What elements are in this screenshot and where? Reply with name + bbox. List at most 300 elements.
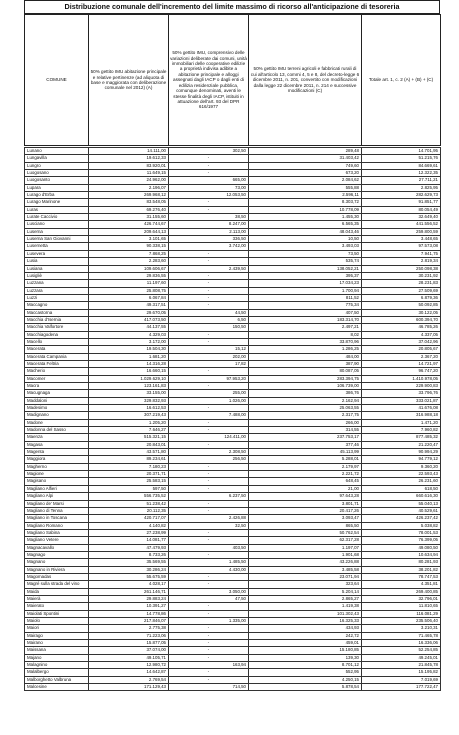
table-row [25,184,441,191]
cell-a: 24.962,00 [89,177,169,184]
cell-b: - [169,581,249,588]
cell-totale: 660.616,30 [362,493,441,500]
table-row [25,419,441,426]
cell-a: 217.846,07 [89,618,169,625]
cell-c: 459,01 [249,640,362,647]
cell-b: 6,50 [169,316,249,323]
cell-a: 171.129,43 [89,684,169,691]
cell-comune: Magenta [25,449,89,456]
cell-b: - [169,405,249,412]
cell-c: 434,93 [249,625,362,632]
cell-comune: Lupara [25,184,89,191]
cell-a: 19.612,33 [89,155,169,162]
cell-comune: Malcesine [25,684,89,691]
cell-b: 665,00 [169,177,249,184]
cell-a: 27.238,99 [89,529,169,536]
table-row [25,250,441,257]
cell-totale: 32.796,01 [362,595,441,602]
cell-b: - [169,610,249,617]
cell-b: 12.053,50 [169,192,249,199]
cell-comune: Macomer [25,375,89,382]
cell-totale: 441.556,52 [362,221,441,228]
cell-a: 25.583,15 [89,478,169,485]
cell-b: 3.050,00 [169,588,249,595]
cell-a: 123.161,83 [89,383,169,390]
cell-totale: 33.796,76 [362,390,441,397]
cell-comune: Mairago [25,632,89,639]
table-row [25,515,441,522]
table-row [25,603,441,610]
cell-a: 14.081,77 [89,537,169,544]
cell-comune: Madone [25,419,89,426]
cell-a: 49.317,51 [89,302,169,309]
cell-b: - [169,419,249,426]
table-row [25,236,441,243]
cell-b: - [169,632,249,639]
cell-b: - [169,669,249,676]
cell-a: 16.660,15 [89,368,169,375]
cell-totale: 80.281,93 [362,559,441,566]
cell-a: 31.155,60 [89,214,169,221]
cell-c: 749,60 [249,162,362,169]
cell-a: 51.238,42 [89,500,169,507]
table-row [25,478,441,485]
cell-c: 266,00 [249,419,362,426]
table-row [25,155,441,162]
table-row [25,272,441,279]
cell-c: 1.286,25 [249,346,362,353]
cell-a: 30.286,24 [89,566,169,573]
cell-totale: 1.471,20 [362,419,441,426]
table-row [25,485,441,492]
cell-b: 202,00 [169,353,249,360]
cell-comune: Mairano [25,640,89,647]
cell-b: 163,94 [169,662,249,669]
table-row [25,588,441,595]
cell-b: - [169,199,249,206]
cell-c: 2.084,62 [249,177,362,184]
cell-comune: Magherno [25,463,89,470]
table-row [25,331,441,338]
cell-c: 15.180,85 [249,647,362,654]
cell-a: 307.219,43 [89,412,169,419]
cell-b: - [169,551,249,558]
cell-totale: 333.021,87 [362,397,441,404]
cell-c: 377,46 [249,441,362,448]
cell-totale: 32.649,40 [362,214,441,221]
table-row [25,390,441,397]
cell-a: 2.775,38 [89,625,169,632]
cell-comune: Malagnino [25,662,89,669]
cell-totale: 2.367,20 [362,353,441,360]
cell-a: 2.769,54 [89,676,169,683]
table-row [25,471,441,478]
cell-c: 1.901,68 [249,551,362,558]
cell-b: 336,50 [169,236,249,243]
table-row [25,287,441,294]
cell-comune: Macherio [25,368,89,375]
cell-totale: 15.195,82 [362,669,441,676]
table-row [25,493,441,500]
cell-c: 283.394,75 [249,375,362,382]
cell-a: 37.074,00 [89,647,169,654]
cell-a: 11.649,15 [89,170,169,177]
cell-comune: Lurate Caccivio [25,214,89,221]
cell-comune: Lungavilla [25,155,89,162]
cell-b: 97.953,20 [169,375,249,382]
cell-totale: 6.879,36 [362,294,441,301]
cell-b: 255,00 [169,390,249,397]
cell-b: 3.742,00 [169,243,249,250]
cell-totale: 282.629,73 [362,192,441,199]
cell-comune: Luogosano [25,170,89,177]
cell-a: 515.321,15 [89,434,169,441]
cell-comune: Lusia [25,258,89,265]
cell-c: 80.087,05 [249,368,362,375]
cell-totale: 269.400,85 [362,588,441,595]
cell-a: 269.968,12 [89,192,169,199]
table-row [25,544,441,551]
cell-c: 387,90 [249,360,362,367]
table-row [25,324,441,331]
cell-c: 2.317,75 [249,412,362,419]
cell-totale: 49.080,50 [362,544,441,551]
cell-totale: 7.941,75 [362,250,441,257]
table-row [25,170,441,177]
cell-c: 323,64 [249,581,362,588]
cell-comune: Magnano in Riviera [25,566,89,573]
cell-c: 5.288,01 [249,456,362,463]
table-row [25,456,441,463]
cell-totale: 259.800,59 [362,228,441,235]
cell-a: 4.329,03 [89,331,169,338]
cell-b: 2.426,88 [169,515,249,522]
cell-totale: 4.351,81 [362,581,441,588]
cell-b: 714,50 [169,684,249,691]
cell-b: 1.485,50 [169,559,249,566]
cell-b: - [169,647,249,654]
cell-a: 6.067,84 [89,294,169,301]
cell-a: 261.146,71 [89,588,169,595]
cell-a: 426.744,67 [89,221,169,228]
table-row [25,368,441,375]
cell-comune: Macugnaga [25,390,89,397]
cell-c: 31.403,42 [249,155,362,162]
cell-totale: 27.711,21 [362,177,441,184]
cell-a: 1.205,20 [89,419,169,426]
table-row [25,669,441,676]
table-row [25,258,441,265]
cell-totale: 21.220,47 [362,441,441,448]
cell-a: 2.283,60 [89,258,169,265]
table-row [25,551,441,558]
table-row [25,434,441,441]
cell-a: 47.479,93 [89,544,169,551]
cell-comune: Lurago d'Erba [25,192,89,199]
cell-totale: 38.201,82 [362,566,441,573]
cell-c: 811,52 [249,294,362,301]
cell-b: - [169,287,249,294]
cell-totale: 14.721,97 [362,360,441,367]
cell-b: - [169,603,249,610]
table-row [25,360,441,367]
cell-comune: Lusevera [25,250,89,257]
cell-totale: 50.092,85 [362,302,441,309]
table-row [25,610,441,617]
cell-a: 109.606,67 [89,265,169,272]
cell-a: 12.980,72 [89,662,169,669]
cell-c: 865,50 [249,522,362,529]
cell-b: - [169,471,249,478]
cell-totale: 1.410.978,05 [362,375,441,382]
cell-a: 19.504,30 [89,346,169,353]
cell-totale: 30.122,05 [362,309,441,316]
table-row [25,316,441,323]
cell-comune: Malalbergo [25,669,89,676]
cell-comune: Luserna [25,228,89,235]
cell-a: 556.735,52 [89,493,169,500]
cell-comune: Malborghetto Valbruna [25,676,89,683]
cell-c: 407,50 [249,309,362,316]
cell-a: 420.717,07 [89,515,169,522]
cell-c: 139,30 [249,654,362,661]
table-row [25,449,441,456]
cell-a: 20.843,01 [89,441,169,448]
cell-b: - [169,500,249,507]
cell-comune: Magnano [25,559,89,566]
cell-b: 150,50 [169,324,249,331]
cell-comune: Magomadas [25,573,89,580]
cell-a: 83.920,01 [89,162,169,169]
cell-totale: 235.506,40 [362,618,441,625]
table-row [25,177,441,184]
cell-b: 403,50 [169,544,249,551]
cell-c: 2.865,27 [249,595,362,602]
cell-comune: Maissana [25,647,89,654]
table-row [25,221,441,228]
cell-b: - [169,250,249,257]
cell-a: 7.646,27 [89,427,169,434]
table-row [25,375,441,382]
cell-b: - [169,170,249,177]
cell-b: - [169,640,249,647]
cell-totale: 9.360,20 [362,463,441,470]
cell-a: 83.548,05 [89,199,169,206]
cell-b: - [169,654,249,661]
cell-c: 25.063,55 [249,405,362,412]
table-row [25,529,441,536]
cell-c: 48.043,46 [249,228,362,235]
cell-comune: Magliano di Tenna [25,507,89,514]
cell-totale: 4.337,05 [362,331,441,338]
cell-comune: Magliano Vetere [25,537,89,544]
cell-a: 1.029.629,10 [89,375,169,382]
cell-comune: Lusigliè [25,272,89,279]
col-header-totale: Totale art. 1, c. 2 (A) + (B) + (C) [362,15,441,146]
cell-b: - [169,155,249,162]
cell-comune: Magliano Romano [25,522,89,529]
cell-a: 20.371,71 [89,471,169,478]
table-row [25,640,441,647]
cell-c: 8.701,12 [249,662,362,669]
cell-totale: 116.081,29 [362,610,441,617]
cell-b: - [169,368,249,375]
cell-comune: Magnago [25,551,89,558]
cell-totale: 14.701,95 [362,148,441,155]
cell-b: - [169,206,249,213]
cell-totale: 11.810,65 [362,603,441,610]
cell-totale: 90.994,29 [362,449,441,456]
cell-c: 73,50 [249,250,362,257]
cell-totale: 40.529,61 [362,507,441,514]
cell-a: 89.234,61 [89,456,169,463]
cell-b: 2.113,00 [169,228,249,235]
cell-c: 101.302,43 [249,610,362,617]
cell-c: 555,88 [249,184,362,191]
cell-b: - [169,280,249,287]
cell-comune: Maiolati Spontini [25,610,89,617]
table-row [25,302,441,309]
cell-a: 90.338,15 [89,243,169,250]
cell-totale: 12.322,35 [362,170,441,177]
cell-comune: Magione [25,471,89,478]
cell-b: - [169,463,249,470]
cell-c: 2.179,97 [249,463,362,470]
cell-totale: 41.676,08 [362,405,441,412]
cell-c: 2.221,72 [249,471,362,478]
cell-c: 3.485,58 [249,566,362,573]
cell-b: 302,50 [169,148,249,155]
cell-comune: Luras [25,206,89,213]
table-row [25,280,441,287]
cell-comune: Lusernetta [25,243,89,250]
cell-b: - [169,162,249,169]
table-row [25,397,441,404]
table-row [25,346,441,353]
cell-b: 32,50 [169,522,249,529]
table-row [25,566,441,573]
cell-comune: Maiori [25,625,89,632]
cell-b: - [169,676,249,683]
cell-totale: 37.042,96 [362,338,441,345]
cell-a: 49.105,71 [89,654,169,661]
cell-a: 44.137,55 [89,324,169,331]
cell-b: - [169,331,249,338]
table-row [25,662,441,669]
cell-b: - [169,338,249,345]
cell-totale: 84.669,61 [362,162,441,169]
table-row [25,618,441,625]
cell-totale: 26.231,60 [362,478,441,485]
table-row [25,405,441,412]
cell-comune: Lunano [25,148,89,155]
cell-totale: 229.900,83 [362,383,441,390]
cell-c: 3.093,47 [249,515,362,522]
table-row [25,625,441,632]
cell-totale: 2.819,34 [362,258,441,265]
cell-comune: Maccagno [25,302,89,309]
cell-b: - [169,294,249,301]
cell-c: 1.700,94 [249,287,362,294]
cell-a: 71.223,06 [89,632,169,639]
table-row [25,676,441,683]
cell-totale: 3.210,31 [362,625,441,632]
cell-totale: 91.851,77 [362,199,441,206]
cell-totale: 22.593,43 [362,471,441,478]
cell-b: 17,82 [169,360,249,367]
cell-comune: Maida [25,588,89,595]
cell-comune: Macchiagodena [25,331,89,338]
cell-a: 11.197,60 [89,280,169,287]
cell-c: 8,02 [249,331,362,338]
cell-a: 55.675,59 [89,573,169,580]
cell-b: 1.335,00 [169,618,249,625]
cell-c: 10.778,09 [249,206,362,213]
cell-totale: 55.040,13 [362,500,441,507]
cell-b: 124.411,00 [169,434,249,441]
cell-c: 43.226,88 [249,559,362,566]
cell-totale: 177.722,47 [362,684,441,691]
cell-c: 648,45 [249,478,362,485]
cell-totale: 20.805,67 [362,346,441,353]
cell-comune: Luzzana [25,280,89,287]
cell-totale: 80.054,49 [362,206,441,213]
cell-a: 209.644,13 [89,228,169,235]
cell-a: 16.612,53 [89,405,169,412]
cell-comune: Majano [25,654,89,661]
cell-totale: 96.747,20 [362,368,441,375]
cell-b: 15,12 [169,346,249,353]
table-row [25,500,441,507]
cell-c: 552,95 [249,669,362,676]
cell-c: 673,20 [249,170,362,177]
cell-a: 69.276,40 [89,206,169,213]
cell-comune: Magré sulla strada del vino [25,581,89,588]
table-row [25,684,441,691]
table-row [25,632,441,639]
cell-comune: Magliano Sabina [25,529,89,536]
cell-c: 4.250,15 [249,676,362,683]
cell-b: 6.237,50 [169,493,249,500]
cell-comune: Macerata Feltria [25,360,89,367]
cell-totale: 426.237,42 [362,515,441,522]
cell-c: 314,55 [249,427,362,434]
cell-totale: 49.245,01 [362,654,441,661]
cell-comune: Magnacavallo [25,544,89,551]
cell-totale: 877.485,32 [362,434,441,441]
cell-a: 1.681,20 [89,353,169,360]
cell-c: 10,50 [249,236,362,243]
cell-b: - [169,272,249,279]
table-row [25,559,441,566]
table-row [25,412,441,419]
cell-b: 38,50 [169,214,249,221]
cell-comune: Madonna del Sasso [25,427,89,434]
cell-a: 35.569,55 [89,559,169,566]
cell-c: 97.643,28 [249,493,362,500]
cell-c: 5.878,54 [249,684,362,691]
cell-totale: 78.001,53 [362,529,441,536]
cell-totale: 21.845,78 [362,662,441,669]
cell-c: 395,37 [249,272,362,279]
cell-c: 138.052,21 [249,265,362,272]
cell-comune: Macra [25,383,89,390]
cell-totale: 7.960,82 [362,427,441,434]
cell-b: 256,50 [169,456,249,463]
cell-a: 14.778,86 [89,610,169,617]
cell-comune: Macerata [25,346,89,353]
cell-c: 484,00 [249,353,362,360]
